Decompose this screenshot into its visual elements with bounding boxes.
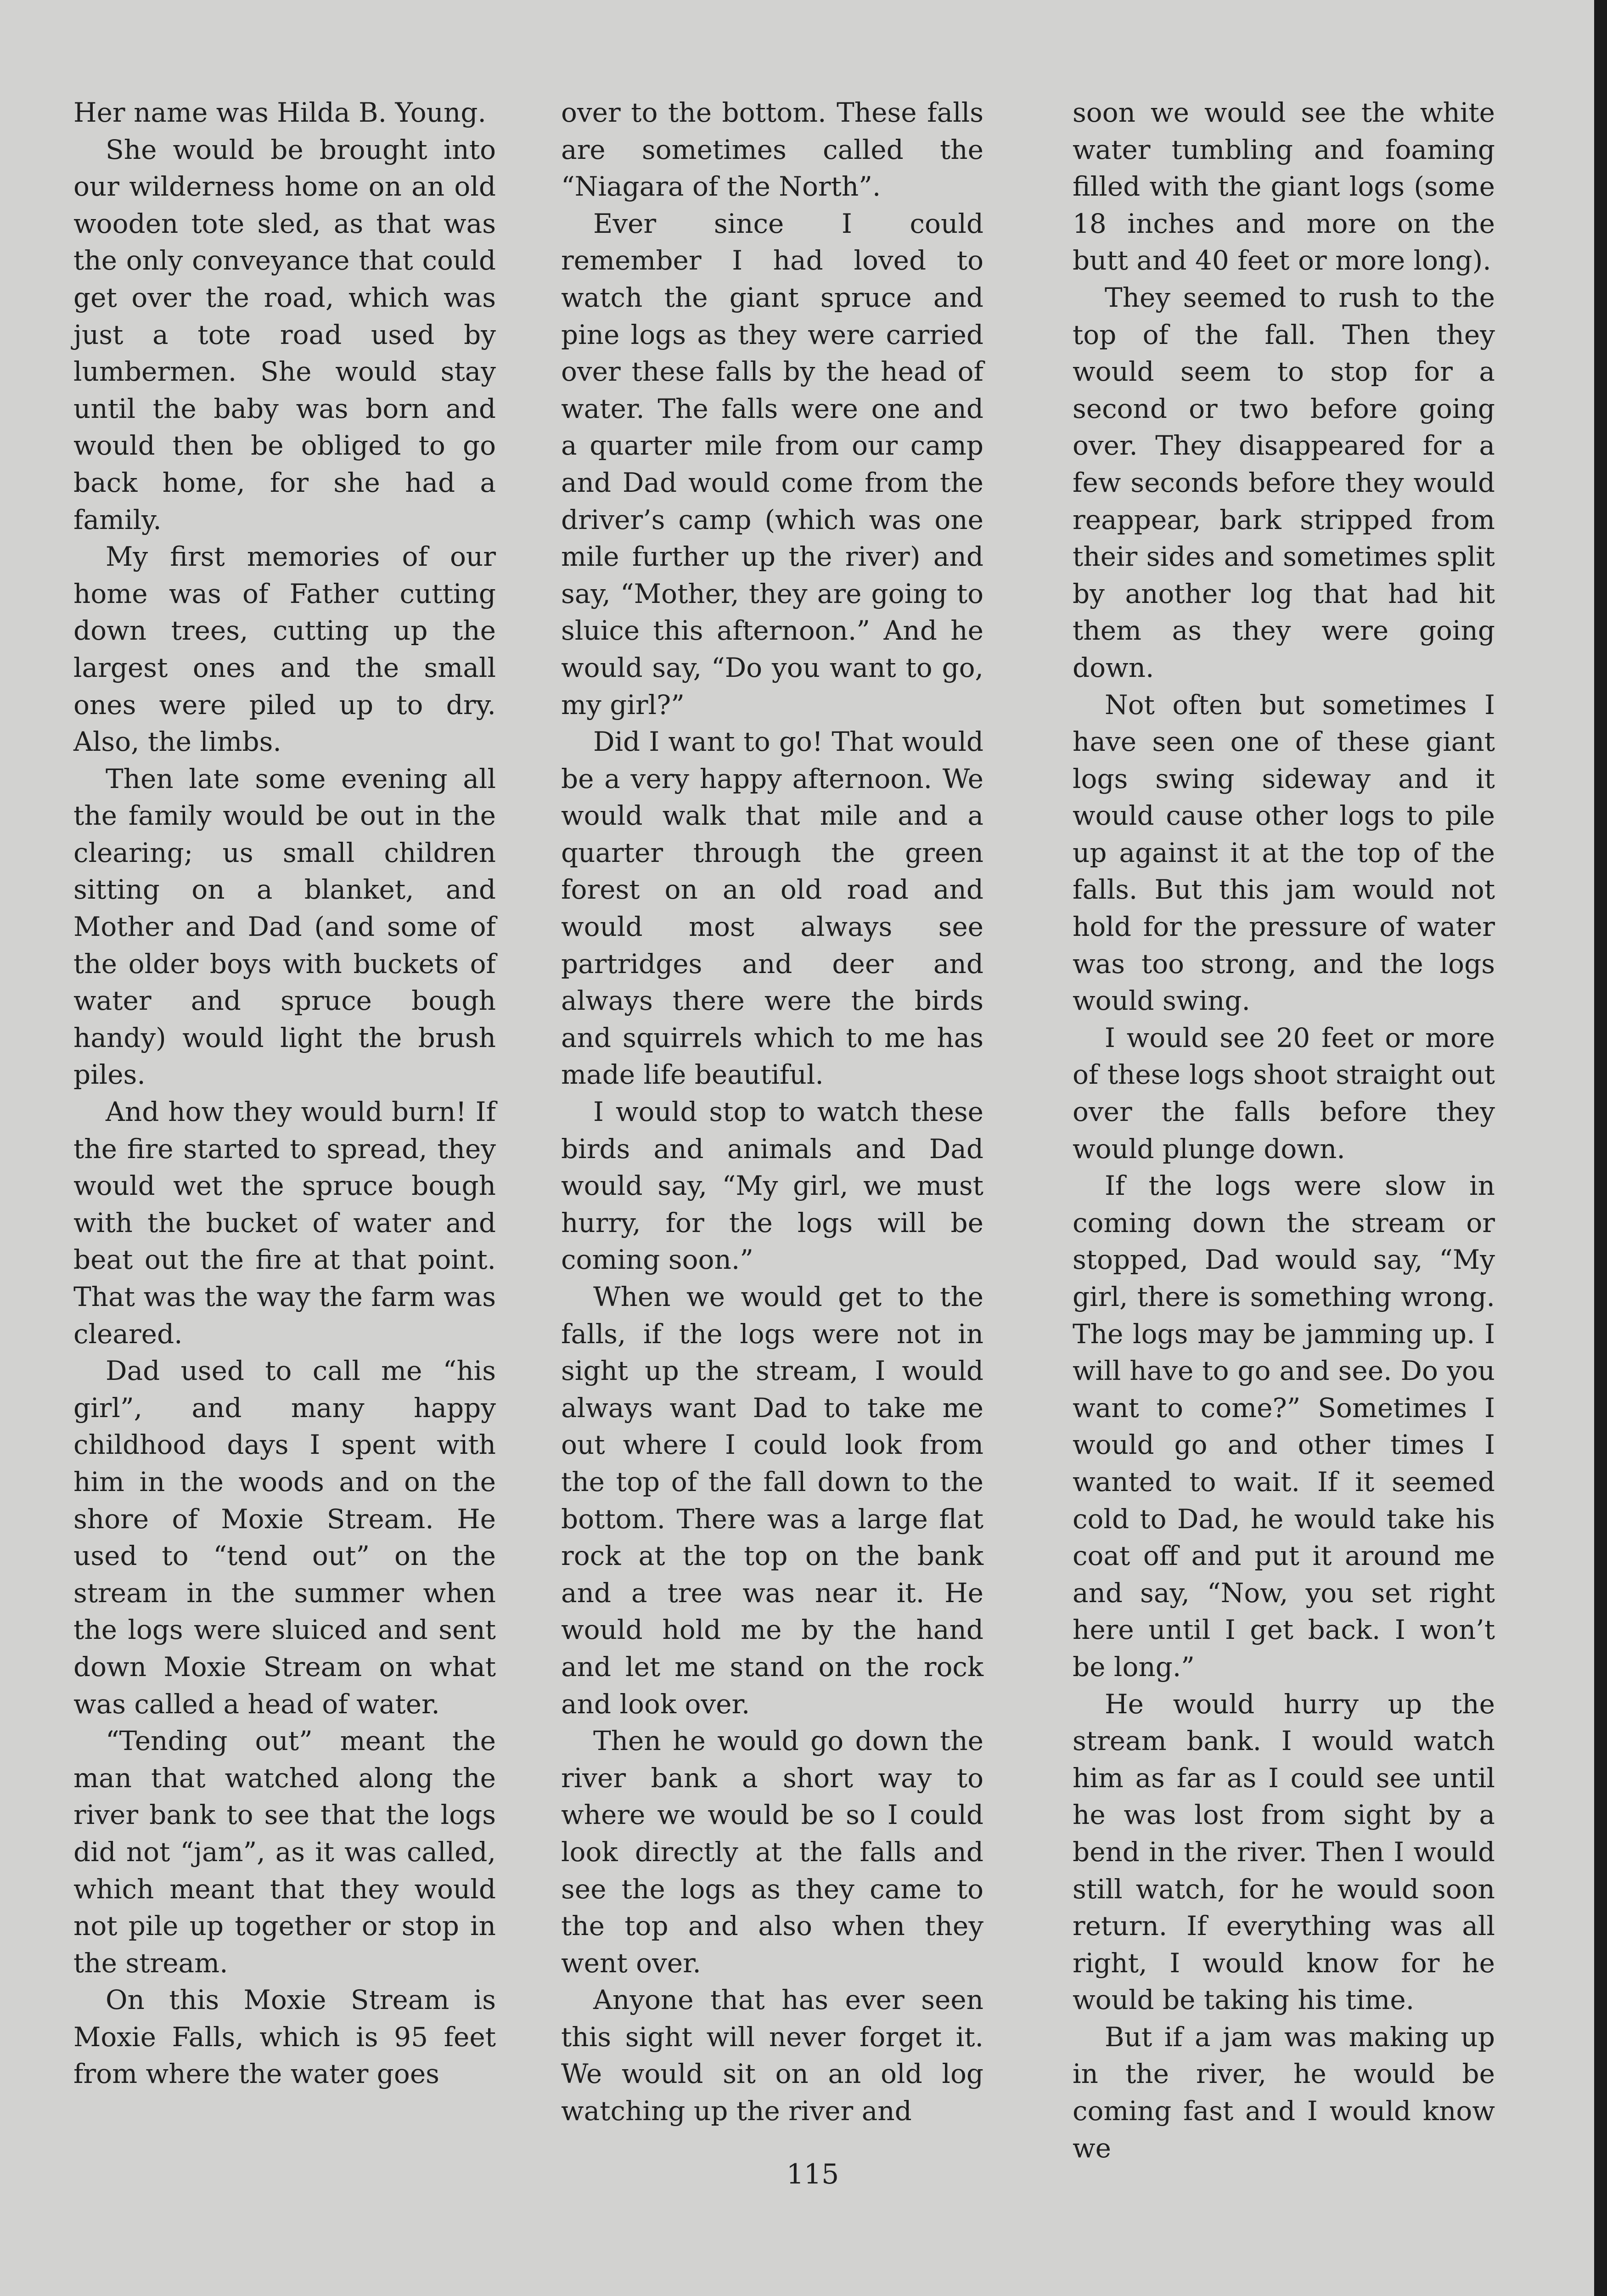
paragraph: Anyone that has ever seen this sight will never forget it. We would sit on an old log watching up the river and (561, 1984, 983, 2127)
paragraph: Her name was Hilda B. Young. (73, 97, 486, 128)
paragraph: Then he would go down the river bank a short way to where we would be so I could look directly at the falls and see the logs as they came to the top and also when they went over. (561, 1725, 983, 1979)
paragraph: When we would get to the falls, if the logs were not in sight up the stream, I would always want Dad to take me out where I could look from the top of the fall down to the bottom. There was a large flat rock at the top on the bank and a tree was near it. He would hold me by the hand and let me stand on the rock and look over. (561, 1281, 983, 1720)
paragraph: I would stop to watch these birds and animals and Dad would say, “My girl, we must hurry, for the logs will be coming soon.” (561, 1096, 983, 1276)
paragraph: Dad used to call me “his girl”, and many happy childhood days I spent with him in the woods and on the shore of Moxie Stream. He used to “tend out” on the stream in the summer when the logs were sluiced and sent down Moxie Stream on what was called a head of water. (73, 1355, 496, 1720)
paragraph: soon we would see the white water tumbling and foaming filled with the giant logs (some 18 inches and more on the butt and 40 feet or more long). (1073, 97, 1495, 276)
text-column-3 (1073, 94, 1495, 2167)
page-edge-shadow (1594, 0, 1607, 2296)
paragraph: over to the bottom. These falls are sometimes called the “Niagara of the North”. (561, 97, 983, 203)
paragraph: They seemed to rush to the top of the fall. Then they would seem to stop for a second or two before going over. They disappeared for a few seconds before they would reappear, bark stripped from their sides and sometimes split by another log that had hit them as they were going down. (1073, 281, 1495, 683)
paragraph: I would see 20 feet or more of these logs shoot straight out over the falls before they would plunge down. (1073, 1022, 1495, 1165)
paragraph: And how they would burn! If the fire started to spread, they would wet the spruce bough with the bucket of water and beat out the fire at that point. That was the way the farm was cleared. (73, 1096, 496, 1350)
paragraph: Not often but sometimes I have seen one of these giant logs swing sideway and it would cause other logs to pile up against it at the top of the falls. But this jam would not hold for the pressure of water was too strong, and the logs would swing. (1073, 689, 1495, 1017)
paragraph: Did I want to go! That would be a very happy afternoon. We would walk that mile and a quarter through the green forest on an old road and would most always see partridges and deer and always there were the birds and squirrels which to me has made life beautiful. (561, 726, 983, 1091)
paragraph: “Tending out” meant the man that watched along the river bank to see that the logs did not “jam”, as it was called, which meant that they would not pile up together or stop in the stream. (73, 1725, 496, 1979)
paragraph: Then late some evening all the family would be out in the clearing; us small children sitting on a blanket, and Mother and Dad (and some of the older boys with buckets of water and spruce bough handy) would light the brush piles. (73, 763, 496, 1091)
page-number: 115 (786, 2158, 839, 2190)
paragraph: My first memories of our home was of Father cutting down trees, cutting up the largest ones and the small ones were piled up to dry. Also, the limbs. (73, 541, 496, 758)
paragraph: If the logs were slow in coming down the stream or stopped, Dad would say, “My girl, there is something wrong. The logs may be jamming up. I will have to go and see. Do you want to come?” Sometimes I would go and other times I wanted to wait. If it seemed cold to Dad, he would take his coat off and put it around me and say, “Now, you set right here until I get back. I won’t be long.” (1073, 1170, 1495, 1683)
paragraph: She would be brought into our wilderness home on an old wooden tote sled, as that was the only conveyance that could get over the road, which was just a tote road used by lumbermen. She would stay until the baby was born and would then be obliged to go back home, for she had a family. (73, 134, 496, 535)
paragraph: On this Moxie Stream is Moxie Falls, which is 95 feet from where the water goes (73, 1984, 496, 2090)
text-column-2 (561, 94, 983, 2130)
paragraph: He would hurry up the stream bank. I would watch him as far as I could see until he was lost from sight by a bend in the river. Then I would still watch, for he would soon return. If everything was all right, I would know for he would be taking his time. (1073, 1688, 1495, 2016)
paragraph: Ever since I could remember I had loved to watch the giant spruce and pine logs as they were carried over these falls by the head of water. The falls were one and a quarter mile from our camp and Dad would come from the driver’s camp (which was one mile further up the river) and say, “Mother, they are going to sluice this afternoon.” And he would say, “Do you want to go, my girl?” (561, 208, 983, 720)
paragraph: But if a jam was making up in the river, he would be coming fast and I would know we (1073, 2021, 1495, 2164)
text-column-1 (73, 94, 496, 2093)
